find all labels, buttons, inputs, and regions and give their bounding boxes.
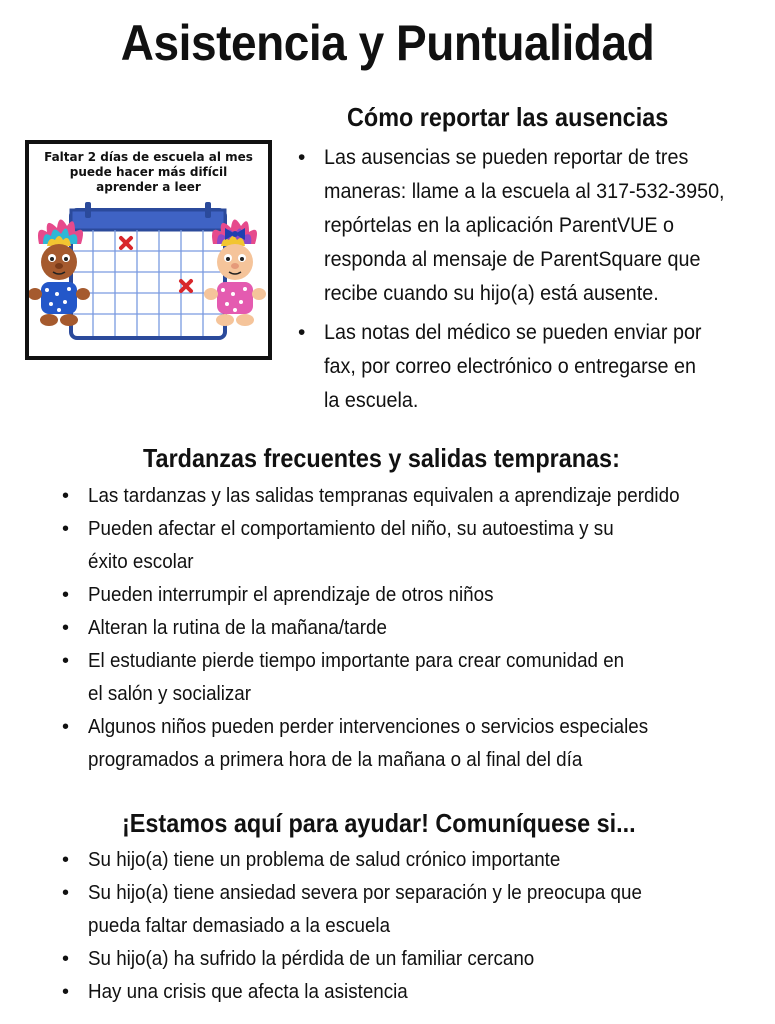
bullet-icon: • <box>62 981 70 1003</box>
list-item: • Pueden afectar el comportamiento del niño, su autoestima y su éxito escolar <box>62 513 717 579</box>
attendance-illustration <box>25 140 272 360</box>
bullet-icon: • <box>62 518 70 540</box>
bullet-icon: • <box>62 485 70 507</box>
bullet-icon: • <box>298 146 306 169</box>
calendar-trolls-graphic <box>29 144 268 356</box>
bullet-icon: • <box>62 948 70 970</box>
tardies-list <box>62 480 717 777</box>
list-item: • Pueden interrumpir el aprendizaje de otros niños <box>62 579 717 612</box>
bullet-icon: • <box>62 849 70 871</box>
help-list <box>62 844 677 1009</box>
list-item: • Las ausencias se pueden reportar de tres maneras: llame a la escuela al 317-532-3950, repórtelas en la aplicación ParentVUE o responda al mensaje de ParentSquare que recibe cuando su hijo(a) está ausente. <box>298 141 750 311</box>
bullet-icon: • <box>62 584 70 606</box>
help-heading: ¡Estamos aquí para ayudar! Comuníquese si... <box>122 808 636 838</box>
list-item: • Su hijo(a) ha sufrido la pérdida de un familiar cercano <box>62 943 677 976</box>
caption-line: aprender a leer <box>96 180 201 194</box>
list-item: • Alteran la rutina de la mañana/tarde <box>62 612 717 645</box>
bullet-icon: • <box>62 716 70 738</box>
list-item: • El estudiante pierde tiempo importante para crear comunidad en el salón y socializar <box>62 645 717 711</box>
list-item: • Su hijo(a) tiene un problema de salud crónico importante <box>62 844 677 877</box>
report-absences-heading: Cómo reportar las ausencias <box>347 102 669 132</box>
caption-line: Faltar 2 días de escuela al mes <box>44 150 253 164</box>
bullet-icon: • <box>62 882 70 904</box>
tardies-heading: Tardanzas frecuentes y salidas tempranas: <box>143 443 620 473</box>
list-item: • Las tardanzas y las salidas tempranas equivalen a aprendizaje perdido <box>62 480 717 513</box>
calendar-icon <box>71 202 225 338</box>
list-item: • Las notas del médico se pueden enviar por fax, por correo electrónico o entregarse en la escuela. <box>298 316 750 418</box>
report-absences-list <box>298 141 750 418</box>
list-item: • Su hijo(a) tiene ansiedad severa por separación y le preocupa que pueda faltar demasiado a la escuela <box>62 877 677 943</box>
caption-line: puede hacer más difícil <box>69 165 228 179</box>
bullet-icon: • <box>298 321 306 344</box>
bullet-icon: • <box>62 617 70 639</box>
bullet-icon: • <box>62 650 70 672</box>
page-title: Asistencia y Puntualidad <box>120 15 655 71</box>
list-item: • Algunos niños pueden perder intervenciones o servicios especiales programados a primera hora de la mañana o al final del día <box>62 711 717 777</box>
list-item: • Hay una crisis que afecta la asistencia <box>62 976 677 1009</box>
